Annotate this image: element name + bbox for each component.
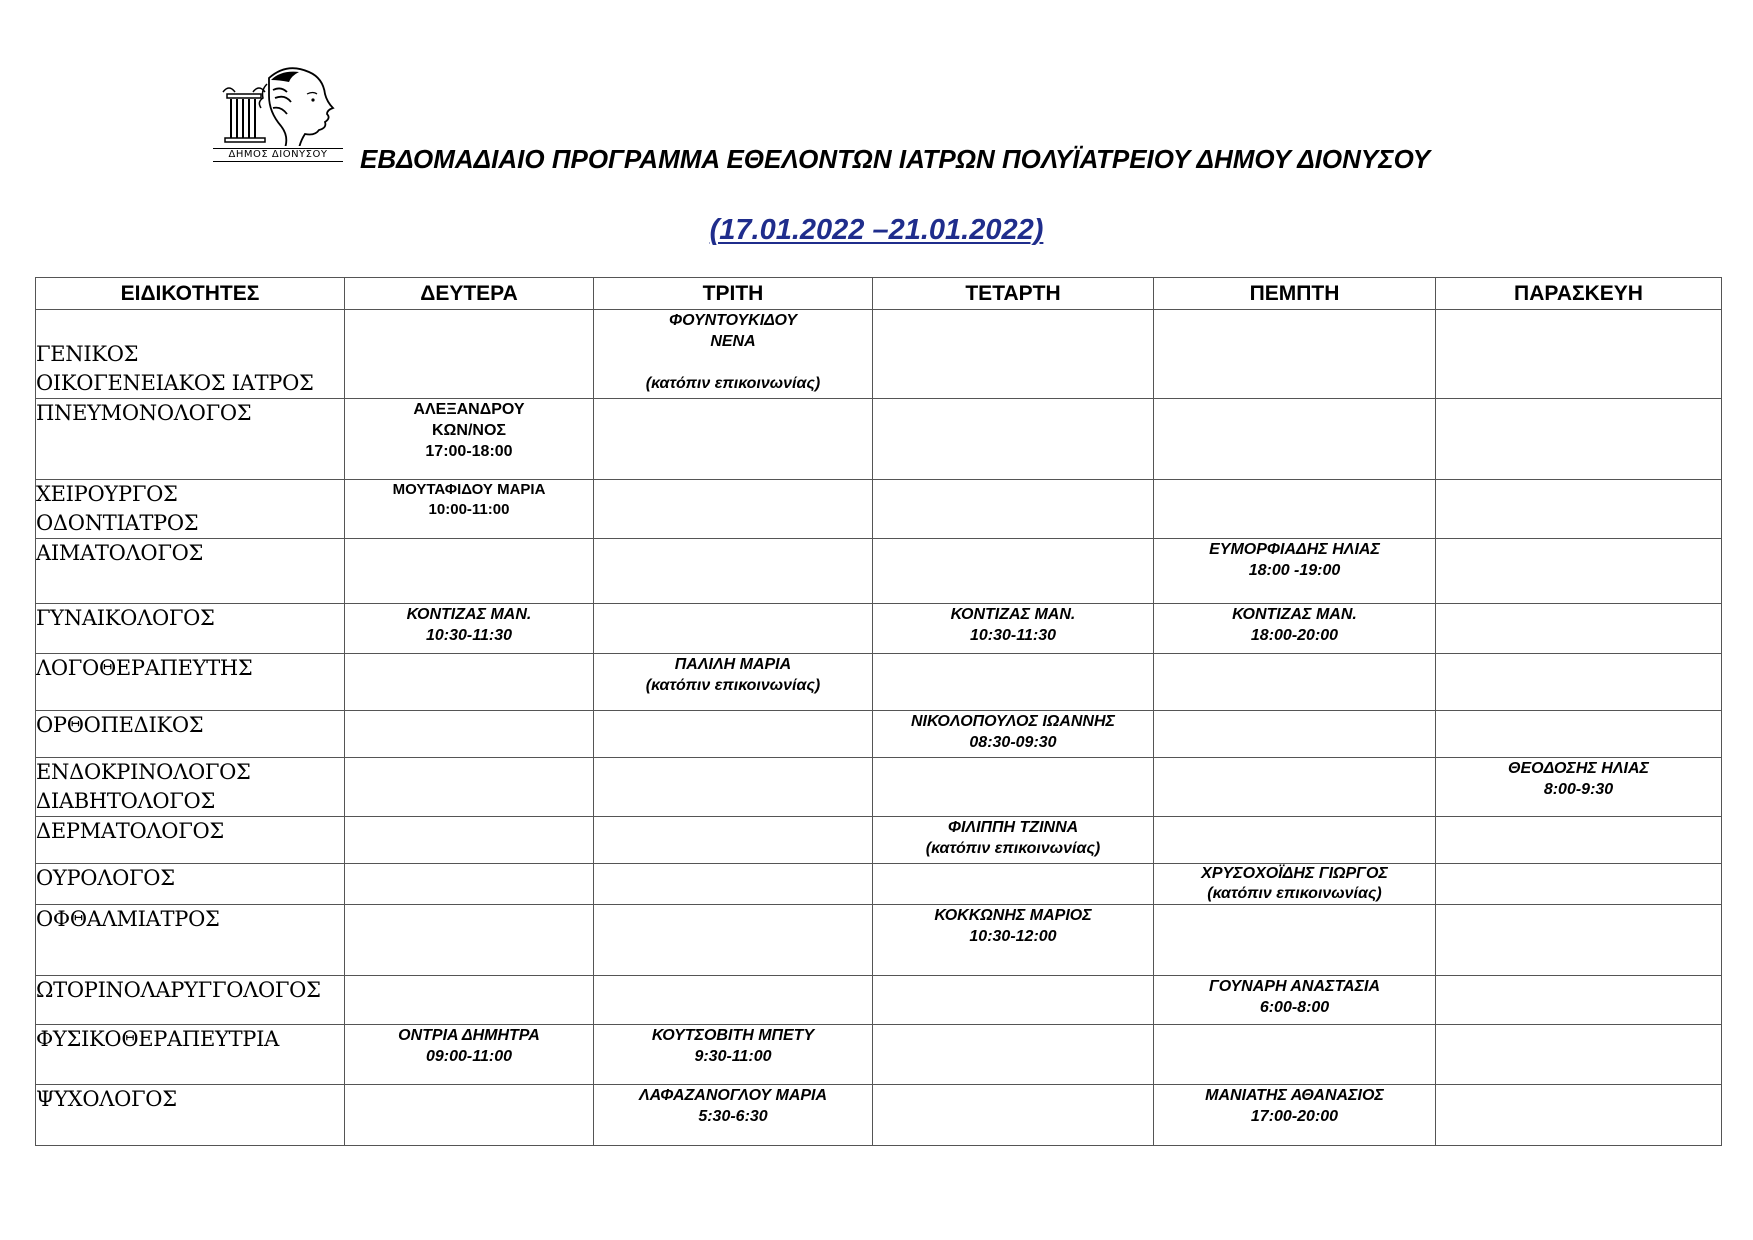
specialty-cell [36, 604, 345, 654]
schedule-cell [1154, 758, 1436, 817]
visit-time: 17:00-20:00 [1250, 1108, 1339, 1125]
visit-time: 10:30-11:30 [426, 627, 512, 644]
table-row [36, 654, 1722, 711]
schedule-cell [1436, 758, 1722, 817]
schedule-cell [1436, 539, 1722, 604]
table-row [36, 480, 1722, 539]
specialty-cell [36, 1025, 345, 1085]
specialty-cell [36, 817, 345, 864]
specialty-cell [36, 711, 345, 758]
schedule-cell [1436, 480, 1722, 539]
date-range [0, 212, 1753, 248]
schedule-cell [1436, 310, 1722, 399]
schedule-cell [594, 976, 873, 1025]
table-row [36, 1025, 1722, 1085]
doctor-name: ΧΡΥΣΟΧΟΪΔΗΣ ΓΙΩΡΓΟΣ [1201, 865, 1388, 882]
schedule-cell [594, 1085, 873, 1146]
specialty-cell [36, 976, 345, 1025]
schedule-cell [594, 480, 873, 539]
schedule-cell [594, 817, 873, 864]
table-row [36, 905, 1722, 976]
doctor-name: ΚΟΥΤΣΟΒΙΤΗ ΜΠΕΤΥ [651, 1027, 815, 1044]
visit-time: 18:00-20:00 [1250, 627, 1339, 644]
schedule-cell [594, 654, 873, 711]
specialty-label: ΟΔΟΝΤΙΑΤΡΟΣ [36, 511, 199, 535]
table-row [36, 399, 1722, 480]
schedule-cell [873, 1085, 1154, 1146]
visit-time: 10:30-12:00 [969, 928, 1057, 945]
schedule-cell [873, 399, 1154, 480]
specialty-label: ΑΙΜΑΤΟΛΟΓΟΣ [36, 541, 204, 565]
schedule-cell [1436, 711, 1722, 758]
schedule-cell [873, 654, 1154, 711]
table-row [36, 864, 1722, 905]
specialty-cell [36, 539, 345, 604]
specialty-cell [36, 654, 345, 711]
schedule-cell [345, 399, 594, 480]
column-header-monday: ΔΕΥΤΕΡΑ [345, 278, 594, 310]
schedule-cell [594, 905, 873, 976]
specialty-label: ΕΝΔΟΚΡΙΝΟΛΟΓΟΣ [36, 760, 251, 784]
specialty-cell [36, 905, 345, 976]
schedule-cell [873, 310, 1154, 399]
schedule-cell [1436, 905, 1722, 976]
schedule-cell [1436, 399, 1722, 480]
date-range-text: (17.01.2022 –21.01.2022) [709, 214, 1044, 246]
schedule-cell [594, 604, 873, 654]
visit-time: 10:30-11:30 [970, 627, 1056, 644]
schedule-cell [1436, 1085, 1722, 1146]
schedule-cell [1154, 864, 1436, 905]
schedule-cell [1154, 711, 1436, 758]
schedule-cell [873, 758, 1154, 817]
visit-time: 10:00-11:00 [428, 501, 510, 518]
schedule-cell [1154, 1025, 1436, 1085]
schedule-cell [345, 1085, 594, 1146]
specialty-label: ΦΥΣΙΚΟΘΕΡΑΠΕΥΤΡΙΑ [36, 1027, 279, 1051]
schedule-cell [345, 976, 594, 1025]
schedule-cell [345, 905, 594, 976]
visit-time: 5:30-6:30 [698, 1108, 768, 1125]
specialty-label: ΟΦΘΑΛΜΙΑΤΡΟΣ [36, 907, 220, 931]
schedule-cell [1436, 864, 1722, 905]
table-row [36, 976, 1722, 1025]
schedule-cell [1154, 976, 1436, 1025]
schedule-cell [594, 758, 873, 817]
schedule-cell [345, 480, 594, 539]
visit-time: 9:30-11:00 [694, 1048, 772, 1065]
table-row [36, 817, 1722, 864]
schedule-cell [1154, 539, 1436, 604]
schedule-cell [873, 480, 1154, 539]
schedule-cell [873, 905, 1154, 976]
table-row [36, 310, 1722, 399]
schedule-cell [873, 711, 1154, 758]
doctor-name: ΦΙΛΙΠΠΗ ΤΖΙΝΝΑ [947, 819, 1079, 836]
schedule-cell [1154, 310, 1436, 399]
doctor-name: ΕΥΜΟΡΦΙΑΔΗΣ ΗΛΙΑΣ [1209, 541, 1380, 558]
specialty-label: ΟΥΡΟΛΟΓΟΣ [36, 866, 175, 890]
schedule-cell [594, 1025, 873, 1085]
schedule-cell [1154, 817, 1436, 864]
doctor-name: ΝΕΝΑ [710, 333, 756, 350]
table-row [36, 604, 1722, 654]
specialty-label: ΠΝΕΥΜΟΝΟΛΟΓΟΣ [36, 401, 252, 425]
doctor-name: ΠΑΛΙΛΗ ΜΑΡΙΑ [674, 656, 792, 673]
visit-time: 8:00-9:30 [1543, 781, 1614, 798]
doctor-name: ΚΟΝΤΙΖΑΣ ΜΑΝ. [950, 606, 1076, 623]
schedule-cell [345, 539, 594, 604]
schedule-cell [873, 1025, 1154, 1085]
specialty-cell [36, 480, 345, 539]
doctor-name: ΚΟΝΤΙΖΑΣ ΜΑΝ. [1232, 606, 1357, 623]
schedule-cell [1436, 976, 1722, 1025]
column-header-specialties: ΕΙΔΙΚΟΤΗΤΕΣ [36, 278, 345, 310]
specialty-cell [36, 864, 345, 905]
page-title: ΕΒΔΟΜΑΔΙΑΙΟ ΠΡΟΓΡΑΜΜΑ ΕΘΕΛΟΝΤΩΝ ΙΑΤΡΩΝ ΠΟΛΥΪΑΤΡΕΙΟΥ ΔΗΜΟΥ ΔΙΟΝΥΣΟΥ [360, 144, 1431, 174]
schedule-cell [345, 604, 594, 654]
column-header-tuesday: ΤΡΙΤΗ [594, 278, 873, 310]
schedule-cell [345, 654, 594, 711]
schedule-cell [594, 539, 873, 604]
specialty-label: ΟΙΚΟΓΕΝΕΙΑΚΟΣ ΙΑΤΡΟΣ [36, 371, 314, 395]
availability-note: (κατόπιν επικοινωνίας) [645, 375, 821, 392]
doctor-name: ΚΟΚΚΩΝΗΣ ΜΑΡΙΟΣ [934, 907, 1092, 924]
schedule-cell [345, 310, 594, 399]
logo-emblem-icon [213, 64, 343, 146]
schedule-cell [345, 817, 594, 864]
doctor-name: ΚΩΝ/ΝΟΣ [432, 422, 506, 439]
schedule-cell [1154, 654, 1436, 711]
schedule-cell [873, 604, 1154, 654]
schedule-cell [594, 399, 873, 480]
specialty-label: ΨΥΧΟΛΟΓΟΣ [36, 1087, 177, 1111]
doctor-name: ΝΙΚΟΛΟΠΟΥΛΟΣ ΙΩΑΝΝΗΣ [911, 713, 1115, 730]
doctor-name: ΛΑΦΑΖΑΝΟΓΛΟΥ ΜΑΡΙΑ [638, 1087, 828, 1104]
schedule-cell [594, 310, 873, 399]
visit-time: 6:00-8:00 [1259, 999, 1330, 1016]
doctor-name: ΜΑΝΙΑΤΗΣ ΑΘΑΝΑΣΙΟΣ [1205, 1087, 1384, 1104]
schedule-cell [1154, 604, 1436, 654]
table-row [36, 711, 1722, 758]
column-header-wednesday: ΤΕΤΑΡΤΗ [873, 278, 1154, 310]
visit-time: 08:30-09:30 [969, 734, 1057, 751]
schedule-cell [345, 1025, 594, 1085]
schedule-table [35, 277, 1722, 1146]
schedule-cell [873, 817, 1154, 864]
specialty-label: ΧΕΙΡΟΥΡΓΟΣ [36, 482, 178, 506]
doctor-name: ΘΕΟΔΟΣΗΣ ΗΛΙΑΣ [1508, 760, 1649, 777]
doctor-name: ΑΛΕΞΑΝΔΡΟΥ [413, 401, 525, 418]
visit-time: 18:00 -19:00 [1248, 562, 1341, 579]
specialty-label: ΛΟΓΟΘΕΡΑΠΕΥΤΗΣ [36, 656, 253, 680]
column-header-thursday: ΠΕΜΠΤΗ [1154, 278, 1436, 310]
schedule-cell [345, 864, 594, 905]
schedule-cell [1154, 399, 1436, 480]
doctor-name: ΚΟΝΤΙΖΑΣ ΜΑΝ. [406, 606, 532, 623]
specialty-cell [36, 399, 345, 480]
specialty-cell [36, 758, 345, 817]
schedule-cell [1436, 1025, 1722, 1085]
column-header-friday: ΠΑΡΑΣΚΕΥΗ [1436, 278, 1722, 310]
specialty-label: ΔΙΑΒΗΤΟΛΟΓΟΣ [36, 789, 216, 813]
schedule-cell [1154, 905, 1436, 976]
doctor-name: ΓΟΥΝΑΡΗ ΑΝΑΣΤΑΣΙΑ [1208, 978, 1381, 995]
schedule-cell [873, 864, 1154, 905]
availability-note: (κατόπιν επικοινωνίας) [645, 677, 821, 694]
table-row [36, 1085, 1722, 1146]
visit-time: 17:00-18:00 [425, 443, 513, 460]
specialty-cell [36, 1085, 345, 1146]
schedule-cell [1436, 654, 1722, 711]
logo-caption: ΔΗΜΟΣ ΔΙΟΝΥΣΟΥ [213, 148, 343, 162]
specialty-label: ΔΕΡΜΑΤΟΛΟΓΟΣ [36, 819, 224, 843]
specialty-label: ΟΡΘΟΠΕΔΙΚΟΣ [36, 713, 204, 737]
specialty-label: ΩΤΟΡΙΝΟΛΑΡΥΓΓΟΛΟΓΟΣ [36, 978, 321, 1002]
table-header-row [36, 278, 1722, 310]
schedule-cell [1436, 817, 1722, 864]
specialty-label: ΓΕΝΙΚΟΣ [36, 342, 139, 366]
schedule-cell [594, 864, 873, 905]
table-row [36, 539, 1722, 604]
schedule-cell [1436, 604, 1722, 654]
doctor-name: ΟΝΤΡΙΑ ΔΗΜΗΤΡΑ [398, 1027, 540, 1044]
specialty-cell [36, 310, 345, 399]
schedule-cell [873, 539, 1154, 604]
schedule-cell [345, 711, 594, 758]
availability-note: (κατόπιν επικοινωνίας) [1207, 885, 1382, 902]
specialty-label: ΓΥΝΑΙΚΟΛΟΓΟΣ [36, 606, 215, 630]
schedule-cell [1154, 480, 1436, 539]
visit-time: 09:00-11:00 [426, 1048, 512, 1065]
municipality-logo [213, 64, 343, 168]
schedule-cell [873, 976, 1154, 1025]
schedule-cell [345, 758, 594, 817]
schedule-cell [1154, 1085, 1436, 1146]
table-row [36, 758, 1722, 817]
doctor-name: ΜΟΥΤΑΦΙΔΟΥ ΜΑΡΙΑ [392, 481, 546, 498]
availability-note: (κατόπιν επικοινωνίας) [925, 840, 1101, 857]
schedule-cell [594, 711, 873, 758]
doctor-name: ΦΟΥΝΤΟΥΚΙΔΟΥ [668, 312, 798, 329]
